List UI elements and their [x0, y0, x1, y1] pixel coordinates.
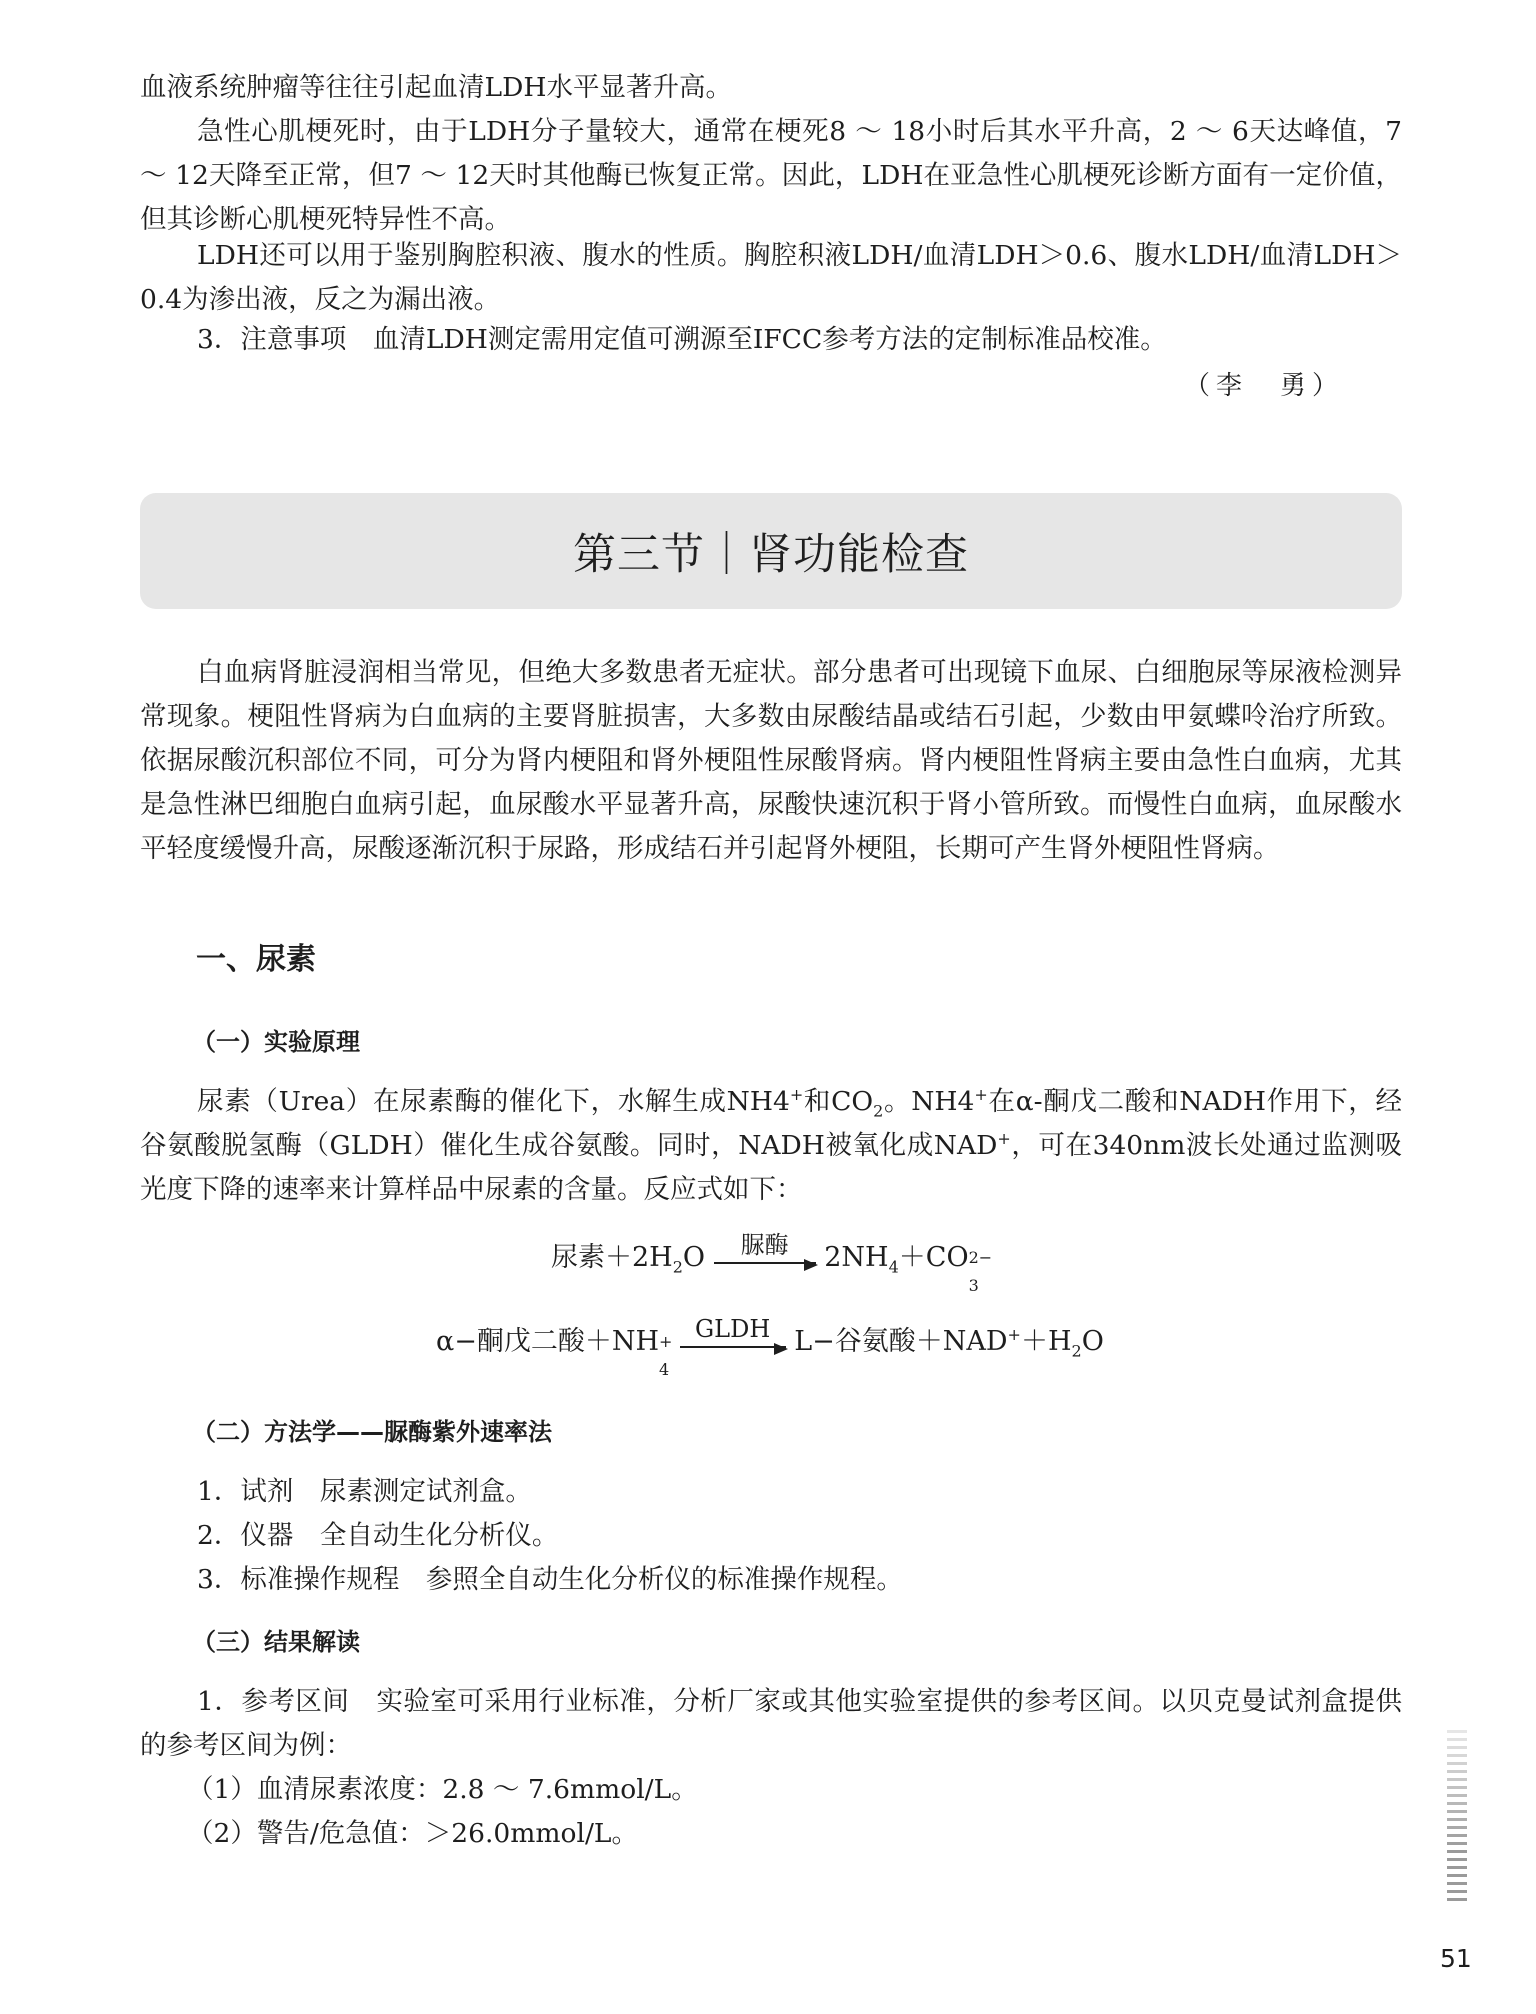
section-title: 第三节｜肾功能检查 — [573, 529, 969, 580]
paragraph: LDH还可以用于鉴别胸腔积液、腹水的性质。胸腔积液LDH/血清LDH＞0.6、腹水LDH/血清LDH＞0.4为渗出液，反之为漏出液。 — [140, 240, 1402, 315]
subheading-results: （三）结果解读 — [192, 1628, 360, 1656]
list-item: 2．仪器 全自动生化分析仪。 — [197, 1520, 559, 1551]
intro-paragraph: 白血病肾脏浸润相当常见，但绝大多数患者无症状。部分患者可出现镜下血尿、白细胞尿等尿液检测异常现象。梗阻性肾病为白血病的主要肾脏损害，大多数由尿酸结晶或结石引起，少数由甲氨蝶呤治疗所致。依据尿酸沉积部位不同，可分为肾内梗阻和肾外梗阻性尿酸肾病。肾内梗阻性肾病主要由急性白血病，尤其是急性淋巴细胞白血病引起，血尿酸水平显著升高，尿酸快速沉积于肾小管所致。而慢性白血病，血尿酸水平轻度缓慢升高，尿酸逐渐沉积于尿路，形成结石并引起肾外梗阻，长期可产生肾外梗阻性肾病。 — [140, 657, 1402, 864]
heading-urea: 一、尿素 — [196, 942, 316, 977]
reaction-arrow: GLDH — [680, 1342, 786, 1344]
list-item: 1．试剂 尿素测定试剂盒。 — [197, 1476, 532, 1507]
reaction-arrow: 脲酶 — [714, 1258, 816, 1260]
author-name: （李 勇） — [1183, 371, 1344, 401]
list-item: 3．标准操作规程 参照全自动生化分析仪的标准操作规程。 — [197, 1564, 903, 1595]
principle-paragraph: 尿素（Urea）在尿素酶的催化下，水解生成NH4+和$CO_2$。NH4+在α-酮戊二酸和NADH作用下，经谷氨酸脱氢酶（GLDH）催化生成谷氨酸。同时，NADH被氧化成NAD+，可在340nm波长处通过监测吸光度下降的速率来计算样品中尿素的含量。反应式如下： — [140, 1085, 1402, 1205]
reaction-equation-1: 尿素$+2H_2O$ 脲酶 $2NH_4+CO$ 2− 3 — [551, 1230, 993, 1295]
reference-paragraph: 1．参考区间 实验室可采用行业标准，分析厂家或其他实验室提供的参考区间。以贝克曼试剂盒提供的参考区间为例： — [140, 1686, 1402, 1761]
list-item: （2）警告/危急值：＞26.0mmol/L。 — [187, 1818, 639, 1849]
section-banner — [140, 493, 1402, 609]
page-number: 51 — [1440, 1944, 1472, 1973]
subheading-principle: （一）实验原理 — [192, 1028, 360, 1056]
subheading-method: （二）方法学——脲酶紫外速率法 — [192, 1418, 552, 1446]
note-line: 3．注意事项 血清LDH测定需用定值可溯源至IFCC参考方法的定制标准品校准。 — [197, 324, 1167, 355]
list-item: （1）血清尿素浓度：2.8 ～ 7.6mmol/L。 — [187, 1774, 698, 1805]
text-line: 血液系统肿瘤等往往引起血清LDH水平显著升高。 — [140, 72, 732, 103]
reaction-equation-2: α−酮戊二酸＋NH + 4 GLDH L−谷氨酸$+NAD^++H_2O$ — [436, 1314, 1104, 1379]
paragraph: 急性心肌梗死时，由于LDH分子量较大，通常在梗死8 ～ 18小时后其水平升高，2 ～ 6天达峰值，7 ～ 12天降至正常，但7 ～ 12天时其他酶已恢复正常。因此，LDH在亚急性心肌梗死诊断方面有一定价值，但其诊断心肌梗死特异性不高。 — [140, 116, 1402, 235]
page-edge-marker — [1447, 1730, 1467, 1906]
